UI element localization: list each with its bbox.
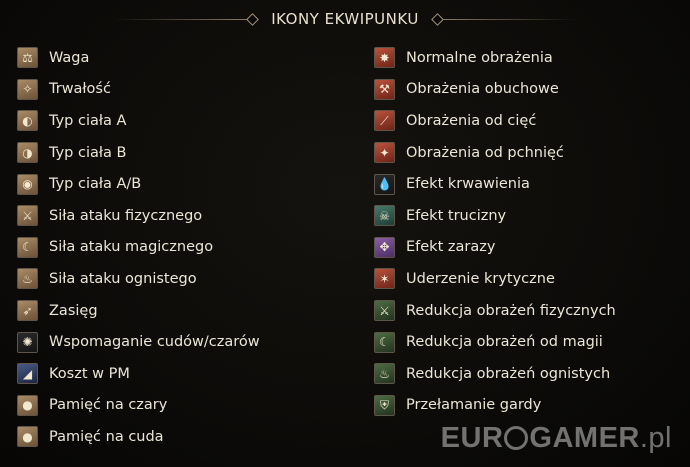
list-item [17, 295, 260, 327]
list-item-label: Obrażenia od pchnięć [406, 144, 564, 161]
list-item [374, 74, 616, 106]
list-item [374, 263, 616, 295]
list-item-label: Koszt w PM [49, 365, 130, 382]
list-item [374, 390, 616, 422]
list-item-label: Redukcja obrażeń fizycznych [406, 302, 616, 319]
list-item-label: Efekt krwawienia [406, 176, 530, 193]
physical-attack-icon: ⚔ [17, 205, 38, 226]
list-item-label: Redukcja obrażeń ognistych [406, 365, 611, 382]
logo-text-part3: .pl [639, 422, 672, 454]
list-item-label: Typ ciała A/B [49, 176, 142, 193]
magic-reduction-icon: ☾ [374, 332, 395, 353]
list-item-label: Siła ataku ognistego [49, 270, 197, 287]
list-item-label: Zasięg [49, 302, 98, 319]
list-item [374, 137, 616, 169]
list-item [17, 168, 260, 200]
toxic-effect-icon: ✥ [374, 237, 395, 258]
list-item [17, 137, 260, 169]
list-item [374, 295, 616, 327]
list-item-label: Pamięć na cuda [49, 428, 164, 445]
list-item [374, 42, 616, 74]
list-item [17, 42, 260, 74]
list-item-label: Obrażenia od cięć [406, 112, 537, 129]
list-item-label: Redukcja obrażeń od magii [406, 334, 603, 351]
list-item-label: Efekt trucizny [406, 207, 507, 224]
magic-attack-icon: ☾ [17, 237, 38, 258]
list-item-label: Typ ciała A [49, 112, 127, 129]
list-item-label: Siła ataku magicznego [49, 239, 214, 256]
list-item [17, 74, 260, 106]
list-item-label: Waga [49, 49, 90, 66]
physical-reduction-icon: ⚔ [374, 300, 395, 321]
slash-damage-icon: ⟋ [374, 110, 395, 131]
list-item-label: Typ ciała B [49, 144, 127, 161]
strike-damage-icon: ⚒ [374, 79, 395, 100]
list-item [17, 200, 260, 232]
body-type-ab-icon: ◉ [17, 174, 38, 195]
pm-cost-icon: ◢ [17, 363, 38, 384]
guard-break-icon: ⛨ [374, 395, 395, 416]
durability-icon: ✧ [17, 79, 38, 100]
spell-memory-icon: ● [17, 395, 38, 416]
poison-effect-icon: ☠ [374, 205, 395, 226]
list-item [374, 200, 616, 232]
header-rule-right [437, 19, 577, 20]
diamond-ornament-icon [431, 13, 444, 26]
normal-damage-icon: ✸ [374, 47, 395, 68]
fire-attack-icon: ♨ [17, 268, 38, 289]
list-item-label: Siła ataku fizycznego [49, 207, 203, 224]
range-icon: ➶ [17, 300, 38, 321]
body-type-b-icon: ◑ [17, 142, 38, 163]
list-item-label: Efekt zarazy [406, 239, 496, 256]
list-item [374, 358, 616, 390]
list-item-label: Uderzenie krytyczne [406, 270, 555, 287]
miracle-memory-icon: ● [17, 426, 38, 447]
right-icon-list [374, 42, 616, 421]
list-item-label: Pamięć na czary [49, 397, 168, 414]
fire-reduction-icon: ♨ [374, 363, 395, 384]
globe-icon [504, 426, 528, 450]
eurogamer-watermark-logo [441, 422, 672, 455]
critical-hit-icon: ✶ [374, 268, 395, 289]
list-item [17, 263, 260, 295]
list-item-label: Normalne obrażenia [406, 49, 553, 66]
logo-text-part2: GAMER [529, 422, 640, 454]
diamond-ornament-icon [246, 13, 259, 26]
list-item-label: Wspomaganie cudów/czarów [49, 334, 260, 351]
left-icon-list [17, 42, 260, 453]
thrust-damage-icon: ✦ [374, 142, 395, 163]
list-item [374, 232, 616, 264]
list-item [374, 168, 616, 200]
list-item [17, 358, 260, 390]
logo-text-part1: EUR [440, 422, 504, 454]
list-item [374, 326, 616, 358]
weight-icon: ⚖ [17, 47, 38, 68]
list-item-label: Przełamanie gardy [406, 397, 542, 414]
list-item-label: Trwałość [49, 81, 111, 98]
header-rule-left [113, 19, 253, 20]
list-item [17, 326, 260, 358]
list-item [17, 390, 260, 422]
bleed-effect-icon: 💧 [374, 174, 395, 195]
list-item [17, 421, 260, 453]
list-item [17, 232, 260, 264]
list-item [17, 105, 260, 137]
list-item [374, 105, 616, 137]
page-title: IKONY EKWIPUNKU [271, 10, 419, 28]
spell-buff-icon: ✺ [17, 332, 38, 353]
body-type-a-icon: ◐ [17, 110, 38, 131]
list-item-label: Obrażenia obuchowe [406, 81, 559, 98]
panel-header [0, 6, 690, 32]
